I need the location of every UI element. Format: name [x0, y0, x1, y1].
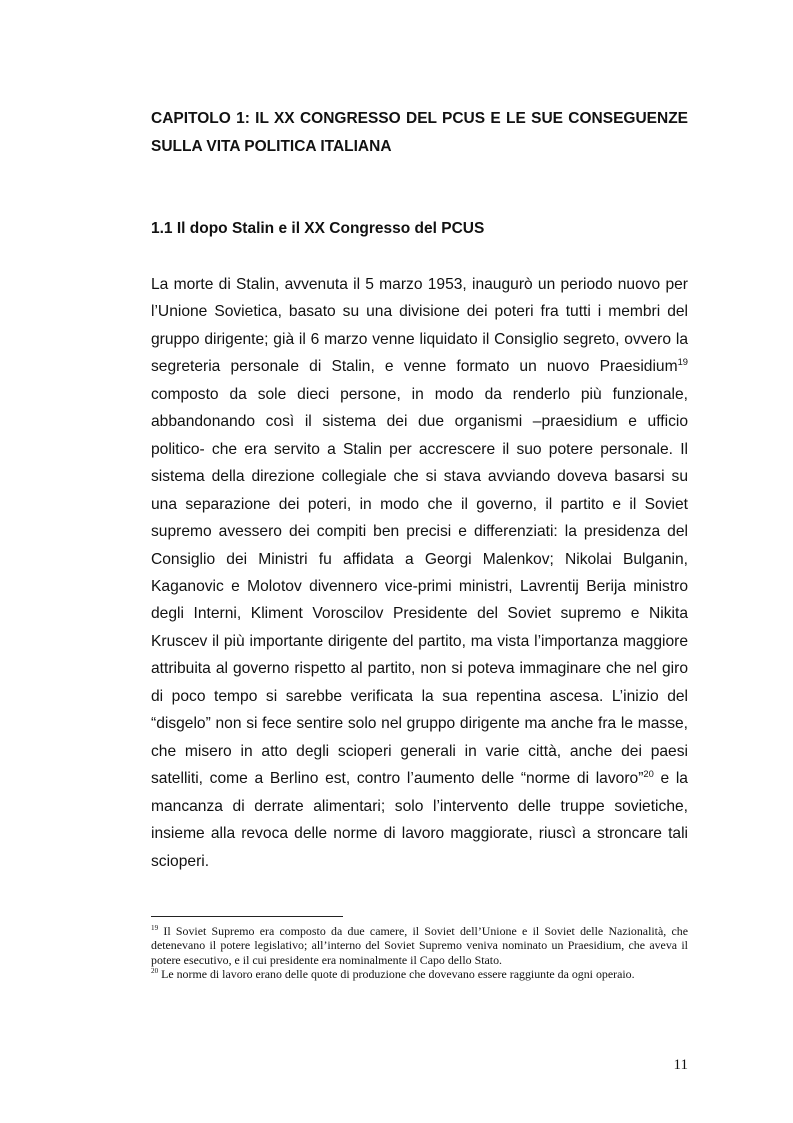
footnote-text: Le norme di lavoro erano delle quote di produzione che dovevano essere raggiunte da ogni operaio. [158, 967, 635, 982]
chapter-title: CAPITOLO 1: IL XX CONGRESSO DEL PCUS E LE SUE CONSEGUENZE SULLA VITA POLITICA ITALIANA [151, 110, 688, 155]
footnote-ref-19: 19 [677, 357, 688, 368]
footnote-text: Il Soviet Supremo era composto da due camere, il Soviet dell’Unione e il Soviet delle Nazionalità, che detenevano il potere legislativo; all’interno del Soviet Supremo veniva nominato un Praesidium, che aveva il potere esecutivo, e il cui presidente era nominalmente il Capo dello Stato. [151, 924, 688, 967]
footnote-number: 20 [151, 967, 159, 976]
footnote-20 [151, 967, 688, 981]
body-text-part-2: composto da sole dieci persone, in modo da renderlo più funzionale, abbandonando così il sistema dei due organismi –praesidium e ufficio politico- che era servito a Stalin per accrescere il suo potere personale. Il sistema della direzione collegiale che si stava avviando doveva basarsi su una separazione dei poteri, in modo che il governo, il partito e il Soviet supremo avessero dei compiti ben precisi e differenziati: la presidenza del Consiglio dei Ministri fu affidata a Georgi Malenkov; Nikolai Bulganin, Kaganovic e Molotov divennero vice-primi ministri, Lavrentij Berija ministro degli Interni, Kliment Voroscilov Presidente del Soviet supremo e Nikita Kruscev il più importante dirigente del partito, ma vista l’importanza maggiore attribuita al governo rispetto al partito, non si poteva immaginare che nel giro di poco tempo si sarebbe verificata la sua repentina ascesa. L’inizio del “disgelo” non si fece sentire solo nel gruppo dirigente ma anche fra le masse, che misero in atto degli scioperi generali in varie città, anche dei paesi satelliti, come a Berlino est, contro l’aumento delle “norme di lavoro” [151, 385, 688, 788]
footnote-number: 19 [151, 924, 159, 933]
body-paragraph [151, 271, 688, 875]
body-text-part-1: La morte di Stalin, avvenuta il 5 marzo 1953, inaugurò un periodo nuovo per l’Unione Sovietica, basato su una divisione dei poteri fra tutti i membri del gruppo dirigente; già il 6 marzo venne liquidato il Consiglio segreto, ovvero la segreteria personale di Stalin, e venne formato un nuovo Praesidium [151, 276, 688, 376]
body-text-part-3: e la mancanza di derrate alimentari; solo l’intervento delle truppe sovietiche, insieme alla revoca delle norme di lavoro maggiorate, riuscì a stroncare tali scioperi. [151, 770, 688, 870]
section-title: 1.1 Il dopo Stalin e il XX Congresso del PCUS [151, 220, 485, 237]
page-number: 11 [673, 1057, 688, 1073]
footnote-ref-20: 20 [643, 768, 654, 779]
footnotes [151, 924, 688, 982]
footnote-divider [151, 916, 343, 917]
footnote-19 [151, 924, 688, 967]
